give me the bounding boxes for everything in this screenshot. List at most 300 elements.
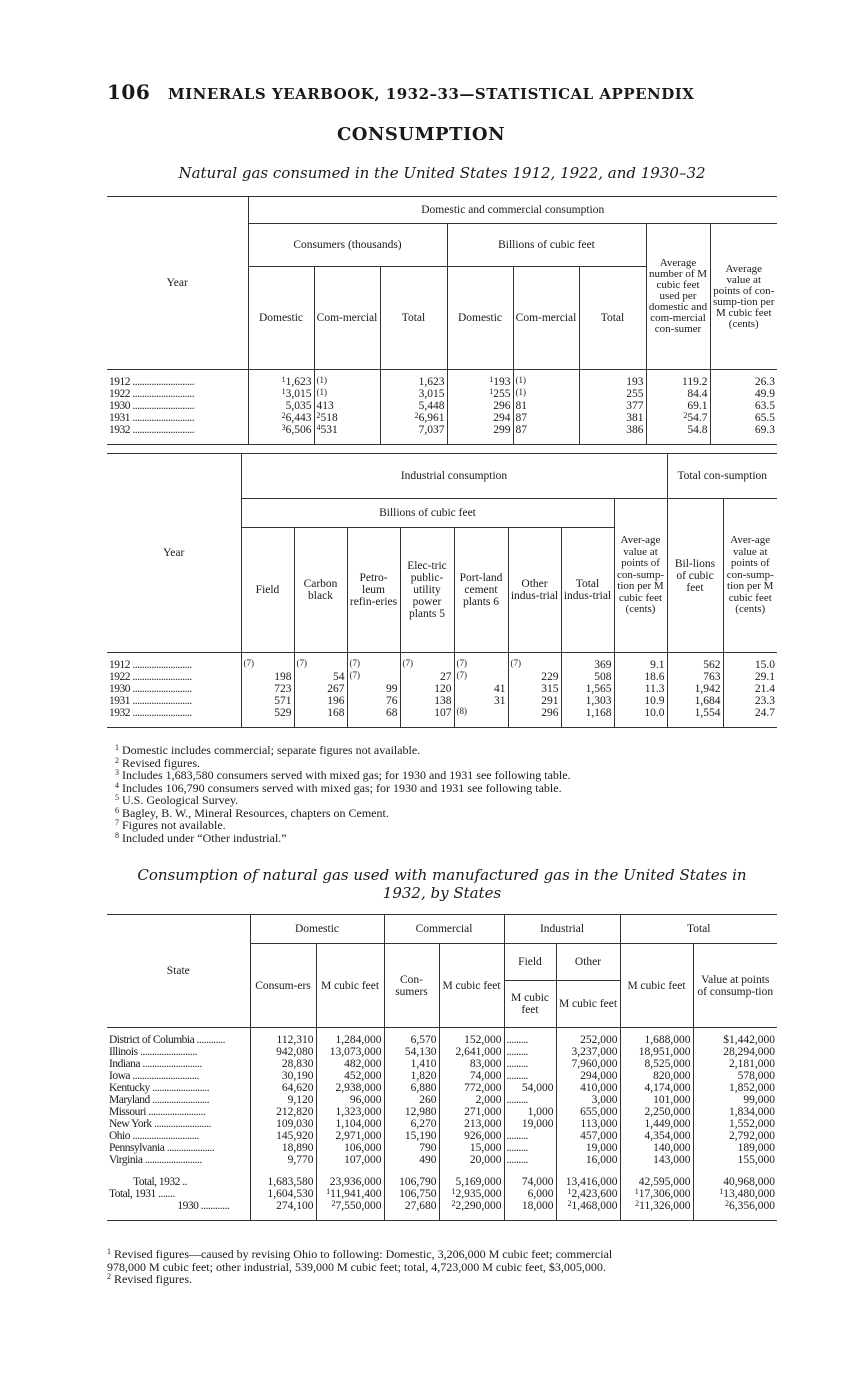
cell-c-mcf: 20,000: [439, 1154, 504, 1166]
cell-d-cons: 212,820: [250, 1106, 316, 1118]
table-row: [107, 1118, 777, 1130]
cell-i-field: .........: [504, 1046, 556, 1058]
cell-c-cons: 490: [384, 1154, 439, 1166]
table-industrial: [107, 453, 777, 728]
cell-port: (7): [454, 653, 508, 672]
col-consumers: Consum-ers: [250, 944, 316, 1028]
table-row: [107, 370, 777, 389]
col-electric: Elec-tric public-utility power plants 5: [400, 528, 454, 653]
cell-b-com: (1): [513, 370, 579, 389]
spacer-cell: [620, 1166, 693, 1176]
cell-d-cons: 64,620: [250, 1082, 316, 1094]
cell-field: 571: [241, 695, 294, 707]
cell-c-mcf: 15,000: [439, 1142, 504, 1154]
col-commercial-bcf: Com-mercial: [513, 267, 579, 370]
cell-b-dom: 294: [447, 412, 513, 424]
row-state: Indiana .........................: [109, 1058, 202, 1070]
cell-t-val: $^1$13,480,000: [693, 1188, 777, 1200]
row-state: Virginia ........................: [109, 1154, 202, 1166]
cell-i-field: 1,000: [504, 1106, 556, 1118]
cell-other: 315: [508, 683, 561, 695]
cell-c-mcf: 83,000: [439, 1058, 504, 1070]
cell-bil: 1,554: [667, 707, 723, 728]
cell-d-cons: 30,190: [250, 1070, 316, 1082]
cell-c-dom: $^3$6,506: [248, 424, 314, 445]
cell-c-tot: 3,015: [380, 388, 447, 400]
cell-t-val: 28,294,000: [693, 1046, 777, 1058]
cell-avg-n: 84.4: [646, 388, 710, 400]
row-state: Maryland ........................: [109, 1094, 210, 1106]
cell-elec: 138: [400, 695, 454, 707]
cell-petro: 99: [347, 683, 400, 695]
domestic-group: Domestic: [250, 915, 384, 944]
cell-elec: 107: [400, 707, 454, 728]
col-carbon-black: Carbon black: [294, 528, 347, 653]
cell-b-com: 81: [513, 400, 579, 412]
cell-b-tot: 377: [579, 400, 646, 412]
col-total: Total: [380, 267, 447, 370]
table3-caption-line1: Consumption of natural gas used with manufactured gas in the United States in: [137, 866, 747, 884]
cell-d-cons: 1,604,530: [250, 1188, 316, 1200]
year-header-2: Year: [107, 454, 241, 653]
footnote: $^6$ Bagley, B. W., Mineral Resources, chapters on Cement.: [115, 805, 389, 820]
cell-c-cons: 106,790: [384, 1176, 439, 1188]
cell-c-com: (1): [314, 388, 380, 400]
row-year: 1922 .........................: [109, 671, 192, 683]
cell-d-mcf: 452,000: [316, 1070, 384, 1082]
cell-i-other: 113,000: [556, 1118, 620, 1130]
cell-i-other: 410,000: [556, 1082, 620, 1094]
cell-other: 296: [508, 707, 561, 728]
row-year: 1912 .........................: [109, 659, 192, 671]
row-year: 1931 .........................: [109, 695, 192, 707]
total-row: [107, 1176, 777, 1188]
cell-tot: 1,168: [561, 707, 614, 728]
cell-avg-v: 65.5: [710, 412, 777, 424]
cell-avg-v: 49.9: [710, 388, 777, 400]
row-state: Kentucky ........................: [109, 1082, 210, 1094]
cell-t-mcf: 4,174,000: [620, 1082, 693, 1094]
table-row: [107, 388, 777, 400]
page-number: 106: [107, 80, 151, 104]
cell-i-other: 457,000: [556, 1130, 620, 1142]
table-row: [107, 1028, 777, 1047]
total-consumption-header: Total con-sumption: [667, 454, 777, 499]
footnote: $^8$ Included under “Other industrial.”: [115, 830, 287, 845]
col-consumers-commercial: Con-sumers: [384, 944, 439, 1028]
cell-c-cons: 12,980: [384, 1106, 439, 1118]
cell-i-other: 3,237,000: [556, 1046, 620, 1058]
cell-t-val: 1,552,000: [693, 1118, 777, 1130]
cell-b-tot: 193: [579, 370, 646, 389]
col-commercial-mcf: M cubic feet: [439, 944, 504, 1028]
cell-d-mcf: 23,936,000: [316, 1176, 384, 1188]
domestic-commercial-header: Domestic and commercial consumption: [248, 197, 777, 224]
cell-avg-n: 69.1: [646, 400, 710, 412]
col-petroleum: Petro-leum refin-eries: [347, 528, 400, 653]
cell-i-field: .........: [504, 1130, 556, 1142]
cell-avg-v: 26.3: [710, 370, 777, 389]
table-row: [107, 695, 777, 707]
col-field: Field: [241, 528, 294, 653]
cell-d-mcf: 1,284,000: [316, 1028, 384, 1047]
table-row: [107, 424, 777, 445]
cell-d-mcf: 2,938,000: [316, 1082, 384, 1094]
cell-c-mcf: 5,169,000: [439, 1176, 504, 1188]
avg-value-header: Average value at points of con-sump-tion per M cubic feet (cents): [710, 224, 777, 370]
cell-c-mcf: 74,000: [439, 1070, 504, 1082]
cell-avg: 11.3: [614, 683, 667, 695]
cell-i-field: 74,000: [504, 1176, 556, 1188]
billions-header: Billions of cubic feet: [447, 224, 646, 267]
cell-c-mcf: 926,000: [439, 1130, 504, 1142]
col-domestic-bcf: Domestic: [447, 267, 513, 370]
cell-b-dom: $^1$193: [447, 370, 513, 389]
footnotes-bottom: [107, 1248, 777, 1286]
row-state: Total, 1931 .......: [109, 1188, 175, 1200]
cell-d-cons: 9,120: [250, 1094, 316, 1106]
col-total-bcf: Total: [579, 267, 646, 370]
cell-c-cons: 6,880: [384, 1082, 439, 1094]
footnote: $^5$ U.S. Geological Survey.: [115, 793, 239, 807]
row-year: 1932 .........................: [107, 707, 241, 728]
cell-avg2: 29.1: [723, 671, 777, 683]
col-other-industrial: Other indus-trial: [508, 528, 561, 653]
spacer-cell: [693, 1166, 777, 1176]
running-title: MINERALS YEARBOOK, 1932–33—STATISTICAL APPENDIX: [167, 85, 695, 103]
col-industrial-field: Field: [504, 944, 556, 981]
cell-i-field: .........: [504, 1070, 556, 1082]
cell-avg: 18.6: [614, 671, 667, 683]
cell-i-other: 655,000: [556, 1106, 620, 1118]
cell-other: (7): [508, 653, 561, 672]
cell-field: (7): [241, 653, 294, 672]
cell-avg2: 23.3: [723, 695, 777, 707]
cell-b-com: 87: [513, 412, 579, 424]
cell-c-mcf: 271,000: [439, 1106, 504, 1118]
spacer-row: [107, 1166, 777, 1176]
cell-d-mcf: 13,073,000: [316, 1046, 384, 1058]
col-field-mcf: M cubic feet: [504, 981, 556, 1028]
cell-avg-n: 54.8: [646, 424, 710, 445]
table-row: [107, 1130, 777, 1142]
cell-t-val: 99,000: [693, 1094, 777, 1106]
cell-c-cons: 15,190: [384, 1130, 439, 1142]
cell-petro: (7): [347, 653, 400, 672]
cell-t-mcf: 140,000: [620, 1142, 693, 1154]
cell-t-mcf: 101,000: [620, 1094, 693, 1106]
cell-t-val: 1,834,000: [693, 1106, 777, 1118]
cell-d-cons: 28,830: [250, 1058, 316, 1070]
cell-bil: 1,942: [667, 683, 723, 695]
row-state: Illinois ........................: [109, 1046, 197, 1058]
spacer-cell: [439, 1166, 504, 1176]
table-row: [107, 683, 777, 695]
col-domestic: Domestic: [248, 267, 314, 370]
col-portland: Port-land cement plants 6: [454, 528, 508, 653]
cell-t-val: 189,000: [693, 1142, 777, 1154]
cell-c-cons: 106,750: [384, 1188, 439, 1200]
spacer-cell: [556, 1166, 620, 1176]
cell-t-val: 578,000: [693, 1070, 777, 1082]
table3-caption-line2: 1932, by States: [382, 884, 502, 902]
footnote: $^2$ Revised figures.: [107, 1272, 192, 1286]
cell-d-cons: 274,100: [250, 1200, 316, 1221]
footnote: $^2$ Revised figures.: [115, 755, 200, 770]
cell-c-dom: $^2$6,443: [248, 412, 314, 424]
cell-tot: 369: [561, 653, 614, 672]
cell-petro: 76: [347, 695, 400, 707]
col-total-industrial: Total indus-trial: [561, 528, 614, 653]
cell-d-cons: 109,030: [250, 1118, 316, 1130]
cell-c-cons: 1,820: [384, 1070, 439, 1082]
cell-t-val: 1,852,000: [693, 1082, 777, 1094]
cell-i-other: $^1$2,423,600: [556, 1188, 620, 1200]
cell-carbon: 54: [294, 671, 347, 683]
cell-c-mcf: 2,641,000: [439, 1046, 504, 1058]
cell-b-dom: 299: [447, 424, 513, 445]
cell-other: 229: [508, 671, 561, 683]
avg-value-industrial: Aver-age value at points of con-sump-tion per M cubic feet (cents): [614, 499, 667, 653]
footnotes-top: [115, 744, 571, 844]
row-year: 1922 ..........................: [109, 388, 195, 400]
industrial-header: Industrial consumption: [241, 454, 667, 499]
cell-c-cons: 260: [384, 1094, 439, 1106]
cell-port: (8): [454, 707, 508, 728]
footnote: $^4$ Includes 106,790 consumers served with mixed gas; for 1930 and 1931 see following table.: [115, 780, 562, 795]
cell-b-dom: 296: [447, 400, 513, 412]
cell-elec: 27: [400, 671, 454, 683]
cell-t-mcf: 18,951,000: [620, 1046, 693, 1058]
table-row: [107, 1142, 777, 1154]
row-state: New York ........................: [109, 1118, 212, 1130]
cell-c-mcf: $^2$2,290,000: [439, 1200, 504, 1221]
cell-carbon: 196: [294, 695, 347, 707]
year-header: Year: [107, 197, 248, 370]
cell-i-field: .........: [504, 1094, 556, 1106]
cell-i-field: .........: [504, 1058, 556, 1070]
table-row: [107, 671, 777, 683]
cell-c-mcf: 772,000: [439, 1082, 504, 1094]
cell-i-other: $^2$1,468,000: [556, 1200, 620, 1221]
cell-bil: 1,684: [667, 695, 723, 707]
cell-bil: 763: [667, 671, 723, 683]
state-header: State: [107, 915, 250, 1028]
cell-c-cons: 1,410: [384, 1058, 439, 1070]
cell-c-mcf: 213,000: [439, 1118, 504, 1130]
cell-c-dom: $^1$3,015: [248, 388, 314, 400]
footnote: $^1$ Revised figures—caused by revising Ohio to following: Domestic, 3,206,000 M cubic feet; commercial: [107, 1247, 613, 1261]
cell-c-com: $^2$518: [314, 412, 380, 424]
cell-b-tot: 381: [579, 412, 646, 424]
cell-i-other: 252,000: [556, 1028, 620, 1047]
cell-i-other: 16,000: [556, 1154, 620, 1166]
table-row: [107, 400, 777, 412]
table-row: [107, 412, 777, 424]
cell-c-cons: 6,570: [384, 1028, 439, 1047]
table-row: [107, 653, 777, 672]
cell-t-mcf: 820,000: [620, 1070, 693, 1082]
col-total-value: Value at points of consump-tion: [693, 944, 777, 1028]
cell-b-com: (1): [513, 388, 579, 400]
cell-i-field: .........: [504, 1154, 556, 1166]
cell-i-field: 18,000: [504, 1200, 556, 1221]
cell-i-other: 3,000: [556, 1094, 620, 1106]
cell-d-mcf: 1,323,000: [316, 1106, 384, 1118]
cell-d-cons: 942,080: [250, 1046, 316, 1058]
spacer-cell: [107, 1166, 250, 1176]
cell-c-dom: 5,035: [248, 400, 314, 412]
cell-d-mcf: 2,971,000: [316, 1130, 384, 1142]
cell-other: 291: [508, 695, 561, 707]
cell-t-val: 2,792,000: [693, 1130, 777, 1142]
cell-tot: 508: [561, 671, 614, 683]
col-commercial: Com-mercial: [314, 267, 380, 370]
col-total-mcf: M cubic feet: [620, 944, 693, 1028]
cell-c-tot: 1,623: [380, 370, 447, 389]
row-year: 1931 ..........................: [109, 412, 195, 424]
table1-caption: Natural gas consumed in the United States 1912, 1922, and 1930–32: [178, 164, 706, 182]
cell-c-cons: 790: [384, 1142, 439, 1154]
cell-c-cons: 6,270: [384, 1118, 439, 1130]
cell-i-other: 13,416,000: [556, 1176, 620, 1188]
cell-c-dom: $^1$1,623: [248, 370, 314, 389]
row-year: 1912 ..........................: [109, 376, 195, 388]
consumers-header: Consumers (thousands): [248, 224, 447, 267]
row-state: Iowa ............................: [109, 1070, 199, 1082]
cell-avg: 9.1: [614, 653, 667, 672]
cell-port: 41: [454, 683, 508, 695]
total-group: Total: [620, 915, 777, 944]
table-row: [107, 1082, 777, 1094]
row-state: Pennsylvania ....................: [109, 1142, 215, 1154]
cell-elec: (7): [400, 653, 454, 672]
cell-t-mcf: 8,525,000: [620, 1058, 693, 1070]
cell-carbon: (7): [294, 653, 347, 672]
cell-port: 31: [454, 695, 508, 707]
cell-b-tot: 255: [579, 388, 646, 400]
cell-i-field: 54,000: [504, 1082, 556, 1094]
cell-tot: 1,303: [561, 695, 614, 707]
row-state: District of Columbia ............: [109, 1034, 226, 1046]
total-row: [107, 1200, 777, 1221]
table-domestic-commercial: [107, 196, 777, 445]
cell-d-mcf: 106,000: [316, 1142, 384, 1154]
row-year: 1930 ..........................: [109, 400, 195, 412]
cell-i-other: 7,960,000: [556, 1058, 620, 1070]
cell-d-cons: 1,683,580: [250, 1176, 316, 1188]
spacer-cell: [250, 1166, 316, 1176]
cell-c-com: 413: [314, 400, 380, 412]
row-state: Ohio ............................: [109, 1130, 199, 1142]
cell-petro: (7): [347, 671, 400, 683]
spacer-cell: [504, 1166, 556, 1176]
cell-i-field: .........: [504, 1028, 556, 1047]
billions-header-2: Billions of cubic feet: [241, 499, 614, 528]
running-head: [107, 80, 727, 104]
cell-t-mcf: 42,595,000: [620, 1176, 693, 1188]
cell-t-val: 40,968,000: [693, 1176, 777, 1188]
cell-b-tot: 386: [579, 424, 646, 445]
cell-d-mcf: 96,000: [316, 1094, 384, 1106]
avg-value-total: Aver-age value at points of con-sump-tion per M cubic feet (cents): [723, 499, 777, 653]
commercial-group: Commercial: [384, 915, 504, 944]
footnote: $^1$ Domestic includes commercial; separate figures not available.: [115, 743, 421, 757]
table-row: [107, 1046, 777, 1058]
table-row: [107, 1154, 777, 1166]
cell-avg: 10.0: [614, 707, 667, 728]
table-row: [107, 707, 777, 728]
col-industrial-other: Other: [556, 944, 620, 981]
cell-d-mcf: 107,000: [316, 1154, 384, 1166]
cell-c-com: $^4$531: [314, 424, 380, 445]
cell-i-field: 6,000: [504, 1188, 556, 1200]
cell-d-mcf: 1,104,000: [316, 1118, 384, 1130]
cell-petro: 68: [347, 707, 400, 728]
spacer-cell: [316, 1166, 384, 1176]
cell-b-dom: $^1$255: [447, 388, 513, 400]
cell-c-mcf: $^1$2,935,000: [439, 1188, 504, 1200]
cell-avg-n: 119.2: [646, 370, 710, 389]
cell-avg2: 15.0: [723, 653, 777, 672]
footnote: $^7$ Figures not available.: [115, 818, 226, 832]
section-title: CONSUMPTION: [336, 124, 506, 145]
table-row: [107, 1094, 777, 1106]
cell-b-com: 87: [513, 424, 579, 445]
cell-i-other: 294,000: [556, 1070, 620, 1082]
cell-elec: 120: [400, 683, 454, 695]
cell-c-tot: 5,448: [380, 400, 447, 412]
cell-c-com: (1): [314, 370, 380, 389]
cell-tot: 1,565: [561, 683, 614, 695]
table-by-states: [107, 914, 777, 1221]
cell-t-val: 2,181,000: [693, 1058, 777, 1070]
cell-avg: 10.9: [614, 695, 667, 707]
cell-d-mcf: 482,000: [316, 1058, 384, 1070]
cell-field: 529: [241, 707, 294, 728]
industrial-group: Industrial: [504, 915, 620, 944]
cell-port: (7): [454, 671, 508, 683]
cell-t-mcf: 1,449,000: [620, 1118, 693, 1130]
footnote: $^3$ Includes 1,683,580 consumers served with mixed gas; for 1930 and 1931 see following table.: [115, 768, 571, 782]
cell-d-cons: 145,920: [250, 1130, 316, 1142]
row-state: 1930 ............: [107, 1200, 250, 1221]
cell-d-mcf: $^1$11,941,400: [316, 1188, 384, 1200]
cell-i-field: .........: [504, 1142, 556, 1154]
cell-d-cons: 18,890: [250, 1142, 316, 1154]
avg-number-header: Average number of M cubic feet used per domestic and com-mercial con-sumer: [646, 224, 710, 370]
col-domestic-mcf: M cubic feet: [316, 944, 384, 1028]
footnote: 978,000 M cubic feet; other industrial, 539,000 M cubic feet; total, 4,723,000 M cubic feet, $3,005,000.: [107, 1259, 606, 1274]
cell-carbon: 168: [294, 707, 347, 728]
cell-t-val: 155,000: [693, 1154, 777, 1166]
cell-i-field: 19,000: [504, 1118, 556, 1130]
table-row: [107, 1106, 777, 1118]
cell-c-mcf: 152,000: [439, 1028, 504, 1047]
cell-i-other: 19,000: [556, 1142, 620, 1154]
cell-t-mcf: $^2$11,326,000: [620, 1200, 693, 1221]
cell-t-mcf: 4,354,000: [620, 1130, 693, 1142]
cell-field: 723: [241, 683, 294, 695]
cell-avg-v: 63.5: [710, 400, 777, 412]
cell-c-tot: 7,037: [380, 424, 447, 445]
total-row: [107, 1188, 777, 1200]
row-year: 1930 .........................: [109, 683, 192, 695]
row-state: Total, 1932 ..: [109, 1176, 188, 1188]
cell-avg2: 24.7: [723, 707, 777, 728]
cell-t-val: $^2$6,356,000: [693, 1200, 777, 1221]
cell-t-mcf: 143,000: [620, 1154, 693, 1166]
